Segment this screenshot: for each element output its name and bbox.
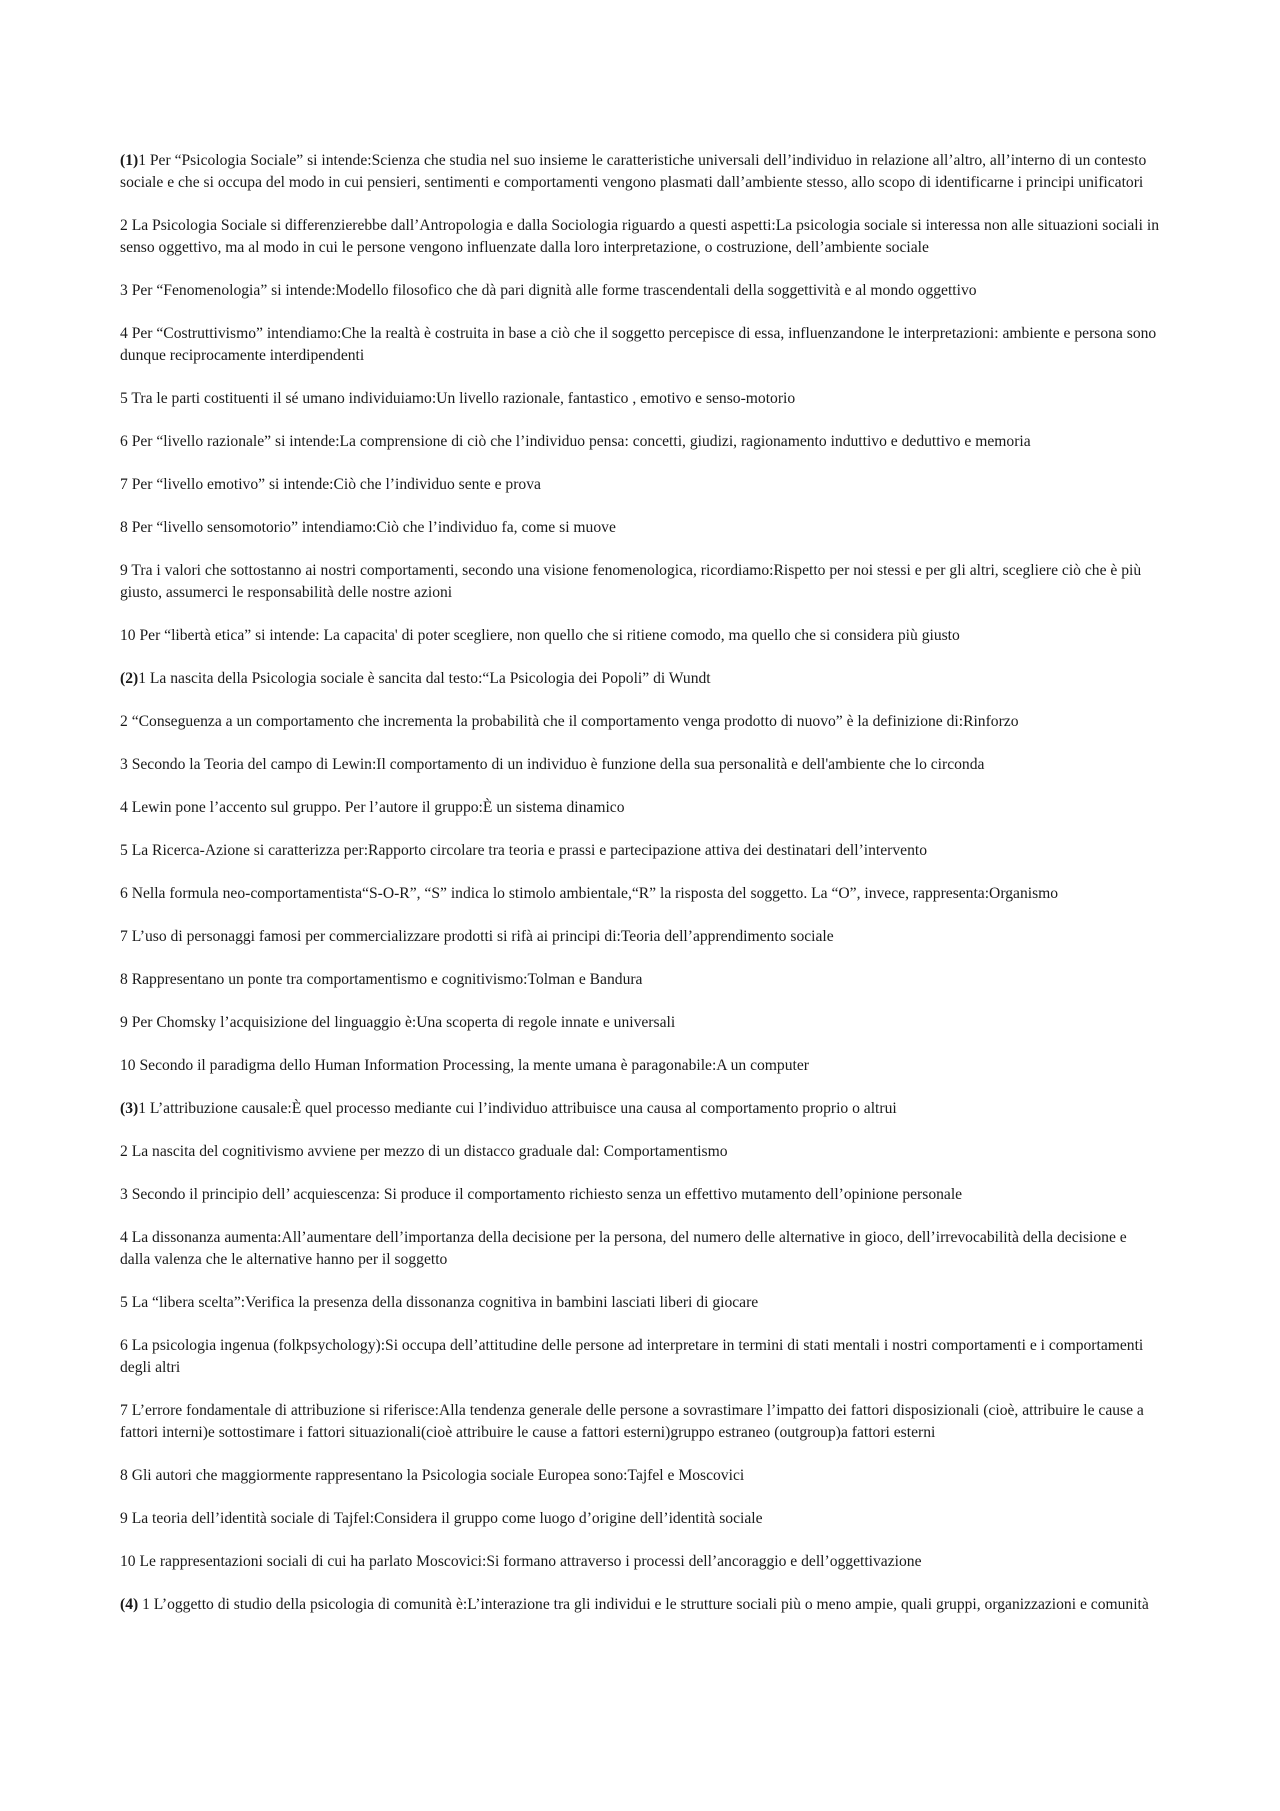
question-item xyxy=(120,754,1160,776)
question-item xyxy=(120,1594,1160,1616)
question-item xyxy=(120,1098,1160,1120)
question-text: 8 Per “livello sensomotorio” intendiamo:Ciò che l’individuo fa, come si muove xyxy=(120,519,616,536)
question-text: 6 Per “livello razionale” si intende:La comprensione di ciò che l’individuo pensa: concetti, giudizi, ragionamento induttivo e deduttivo e memoria xyxy=(120,433,1031,450)
question-item xyxy=(120,1012,1160,1034)
question-text: 2 La Psicologia Sociale si differenzierebbe dall’Antropologia e dalla Sociologia riguardo a questi aspetti:La psicologia sociale si interessa non alle situazioni sociali in senso oggettivo, ma al modo in cui le persone vengono influenzate dalla loro interpretazione, o costruzione, dell’ambiente sociale xyxy=(120,217,1159,256)
section-marker: (4) xyxy=(120,1596,139,1613)
question-text: 3 Secondo il principio dell’ acquiescenza: Si produce il comportamento richiesto senza un effettivo mutamento dell’opinione personale xyxy=(120,1186,963,1203)
question-text: 8 Rappresentano un ponte tra comportamentismo e cognitivismo:Tolman e Bandura xyxy=(120,971,643,988)
question-item xyxy=(120,388,1160,410)
question-text: 1 La nascita della Psicologia sociale è sancita dal testo:“La Psicologia dei Popoli” di Wundt xyxy=(138,670,711,687)
question-item xyxy=(120,1184,1160,1206)
question-text: 3 Per “Fenomenologia” si intende:Modello filosofico che dà pari dignità alle forme trascendentali della soggettività e al mondo oggettivo xyxy=(120,282,977,299)
question-text: 10 Per “libertà etica” si intende: La capacita' di poter scegliere, non quello che si ritiene comodo, ma quello che si considera più giusto xyxy=(120,627,960,644)
question-text: 9 Tra i valori che sottostanno ai nostri comportamenti, secondo una visione fenomenologica, ricordiamo:Rispetto per noi stessi e per gli altri, scegliere ciò che è più giusto, assumerci le responsabilità delle nostre azioni xyxy=(120,562,1142,601)
question-item xyxy=(120,1508,1160,1530)
question-item xyxy=(120,1551,1160,1573)
question-text: 8 Gli autori che maggiormente rappresentano la Psicologia sociale Europea sono:Tajfel e Moscovici xyxy=(120,1467,745,1484)
question-text: 6 Nella formula neo-comportamentista“S-O-R”, “S” indica lo stimolo ambientale,“R” la risposta del soggetto. La “O”, invece, rappresenta:Organismo xyxy=(120,885,1059,902)
question-item xyxy=(120,323,1160,367)
question-item xyxy=(120,1141,1160,1163)
question-item xyxy=(120,1055,1160,1077)
question-item xyxy=(120,560,1160,604)
question-item xyxy=(120,883,1160,905)
question-item xyxy=(120,926,1160,948)
question-item xyxy=(120,1227,1160,1271)
question-item xyxy=(120,625,1160,647)
question-item xyxy=(120,431,1160,453)
question-text: 10 Le rappresentazioni sociali di cui ha parlato Moscovici:Si formano attraverso i processi dell’ancoraggio e dell’oggettivazione xyxy=(120,1553,922,1570)
section-marker: (1) xyxy=(120,152,139,169)
question-text: 7 L’errore fondamentale di attribuzione si riferisce:Alla tendenza generale delle persone a sovrastimare l’impatto dei fattori disposizionali (cioè, attribuire le cause a fattori interni)e sottostimare i fattori situazionali(cioè attribuire le cause a fattori esterni)gruppo estraneo (outgroup)a fattori esterni xyxy=(120,1402,1144,1441)
question-text: 2 La nascita del cognitivismo avviene per mezzo di un distacco graduale dal: Comportamentismo xyxy=(120,1143,728,1160)
question-item xyxy=(120,840,1160,862)
question-text: 10 Secondo il paradigma dello Human Information Processing, la mente umana è paragonabile:A un computer xyxy=(120,1057,809,1074)
question-item xyxy=(120,280,1160,302)
question-item xyxy=(120,668,1160,690)
question-text: 4 La dissonanza aumenta:All’aumentare dell’importanza della decisione per la persona, del numero delle alternative in gioco, dell’irrevocabilità della decisione e dalla valenza che le alternative hanno per il soggetto xyxy=(120,1229,1127,1268)
section-marker: (2) xyxy=(120,670,139,687)
question-item xyxy=(120,797,1160,819)
question-item xyxy=(120,1335,1160,1379)
question-text: 9 Per Chomsky l’acquisizione del linguaggio è:Una scoperta di regole innate e universali xyxy=(120,1014,676,1031)
question-list xyxy=(120,150,1160,1616)
question-text: 5 Tra le parti costituenti il sé umano individuiamo:Un livello razionale, fantastico , emotivo e senso-motorio xyxy=(120,390,796,407)
section-marker: (3) xyxy=(120,1100,139,1117)
question-text: 2 “Conseguenza a un comportamento che incrementa la probabilità che il comportamento venga prodotto di nuovo” è la definizione di:Rinforzo xyxy=(120,713,1019,730)
question-item xyxy=(120,215,1160,259)
question-text: 4 Per “Costruttivismo” intendiamo:Che la realtà è costruita in base a ciò che il soggetto percepisce di essa, influenzandone le interpretazioni: ambiente e persona sono dunque reciprocamente interdipendenti xyxy=(120,325,1157,364)
question-text: 5 La Ricerca-Azione si caratterizza per:Rapporto circolare tra teoria e prassi e partecipazione attiva dei destinatari dell’intervento xyxy=(120,842,927,859)
question-text: 1 Per “Psicologia Sociale” si intende:Scienza che studia nel suo insieme le caratteristiche universali dell’individuo in relazione all’altro, all’interno di un contesto sociale e che si occupa del modo in cui pensieri, sentimenti e comportamenti vengono plasmati dall’ambiente stesso, allo scopo di identificarne i principi unificatori xyxy=(120,152,1147,191)
question-text: 5 La “libera scelta”:Verifica la presenza della dissonanza cognitiva in bambini lasciati liberi di giocare xyxy=(120,1294,759,1311)
question-text: 7 Per “livello emotivo” si intende:Ciò che l’individuo sente e prova xyxy=(120,476,541,493)
question-text: 3 Secondo la Teoria del campo di Lewin:Il comportamento di un individuo è funzione della sua personalità e dell'ambiente che lo circonda xyxy=(120,756,985,773)
question-item xyxy=(120,711,1160,733)
question-text: 9 La teoria dell’identità sociale di Tajfel:Considera il gruppo come luogo d’origine dell’identità sociale xyxy=(120,1510,763,1527)
question-text: 1 L’attribuzione causale:È quel processo mediante cui l’individuo attribuisce una causa al comportamento proprio o altrui xyxy=(138,1100,897,1117)
question-item xyxy=(120,150,1160,194)
question-item xyxy=(120,517,1160,539)
question-text: 1 L’oggetto di studio della psicologia di comunità è:L’interazione tra gli individui e le strutture sociali più o meno ampie, quali gruppi, organizzazioni e comunità xyxy=(138,1596,1149,1613)
question-item xyxy=(120,1400,1160,1444)
question-item xyxy=(120,1292,1160,1314)
question-text: 6 La psicologia ingenua (folkpsychology):Si occupa dell’attitudine delle persone ad interpretare in termini di stati mentali i nostri comportamenti e i comportamenti degli altri xyxy=(120,1337,1144,1376)
question-item xyxy=(120,969,1160,991)
question-text: 7 L’uso di personaggi famosi per commercializzare prodotti si rifà ai principi di:Teoria dell’apprendimento sociale xyxy=(120,928,834,945)
question-item xyxy=(120,1465,1160,1487)
question-item xyxy=(120,474,1160,496)
question-text: 4 Lewin pone l’accento sul gruppo. Per l’autore il gruppo:È un sistema dinamico xyxy=(120,799,625,816)
